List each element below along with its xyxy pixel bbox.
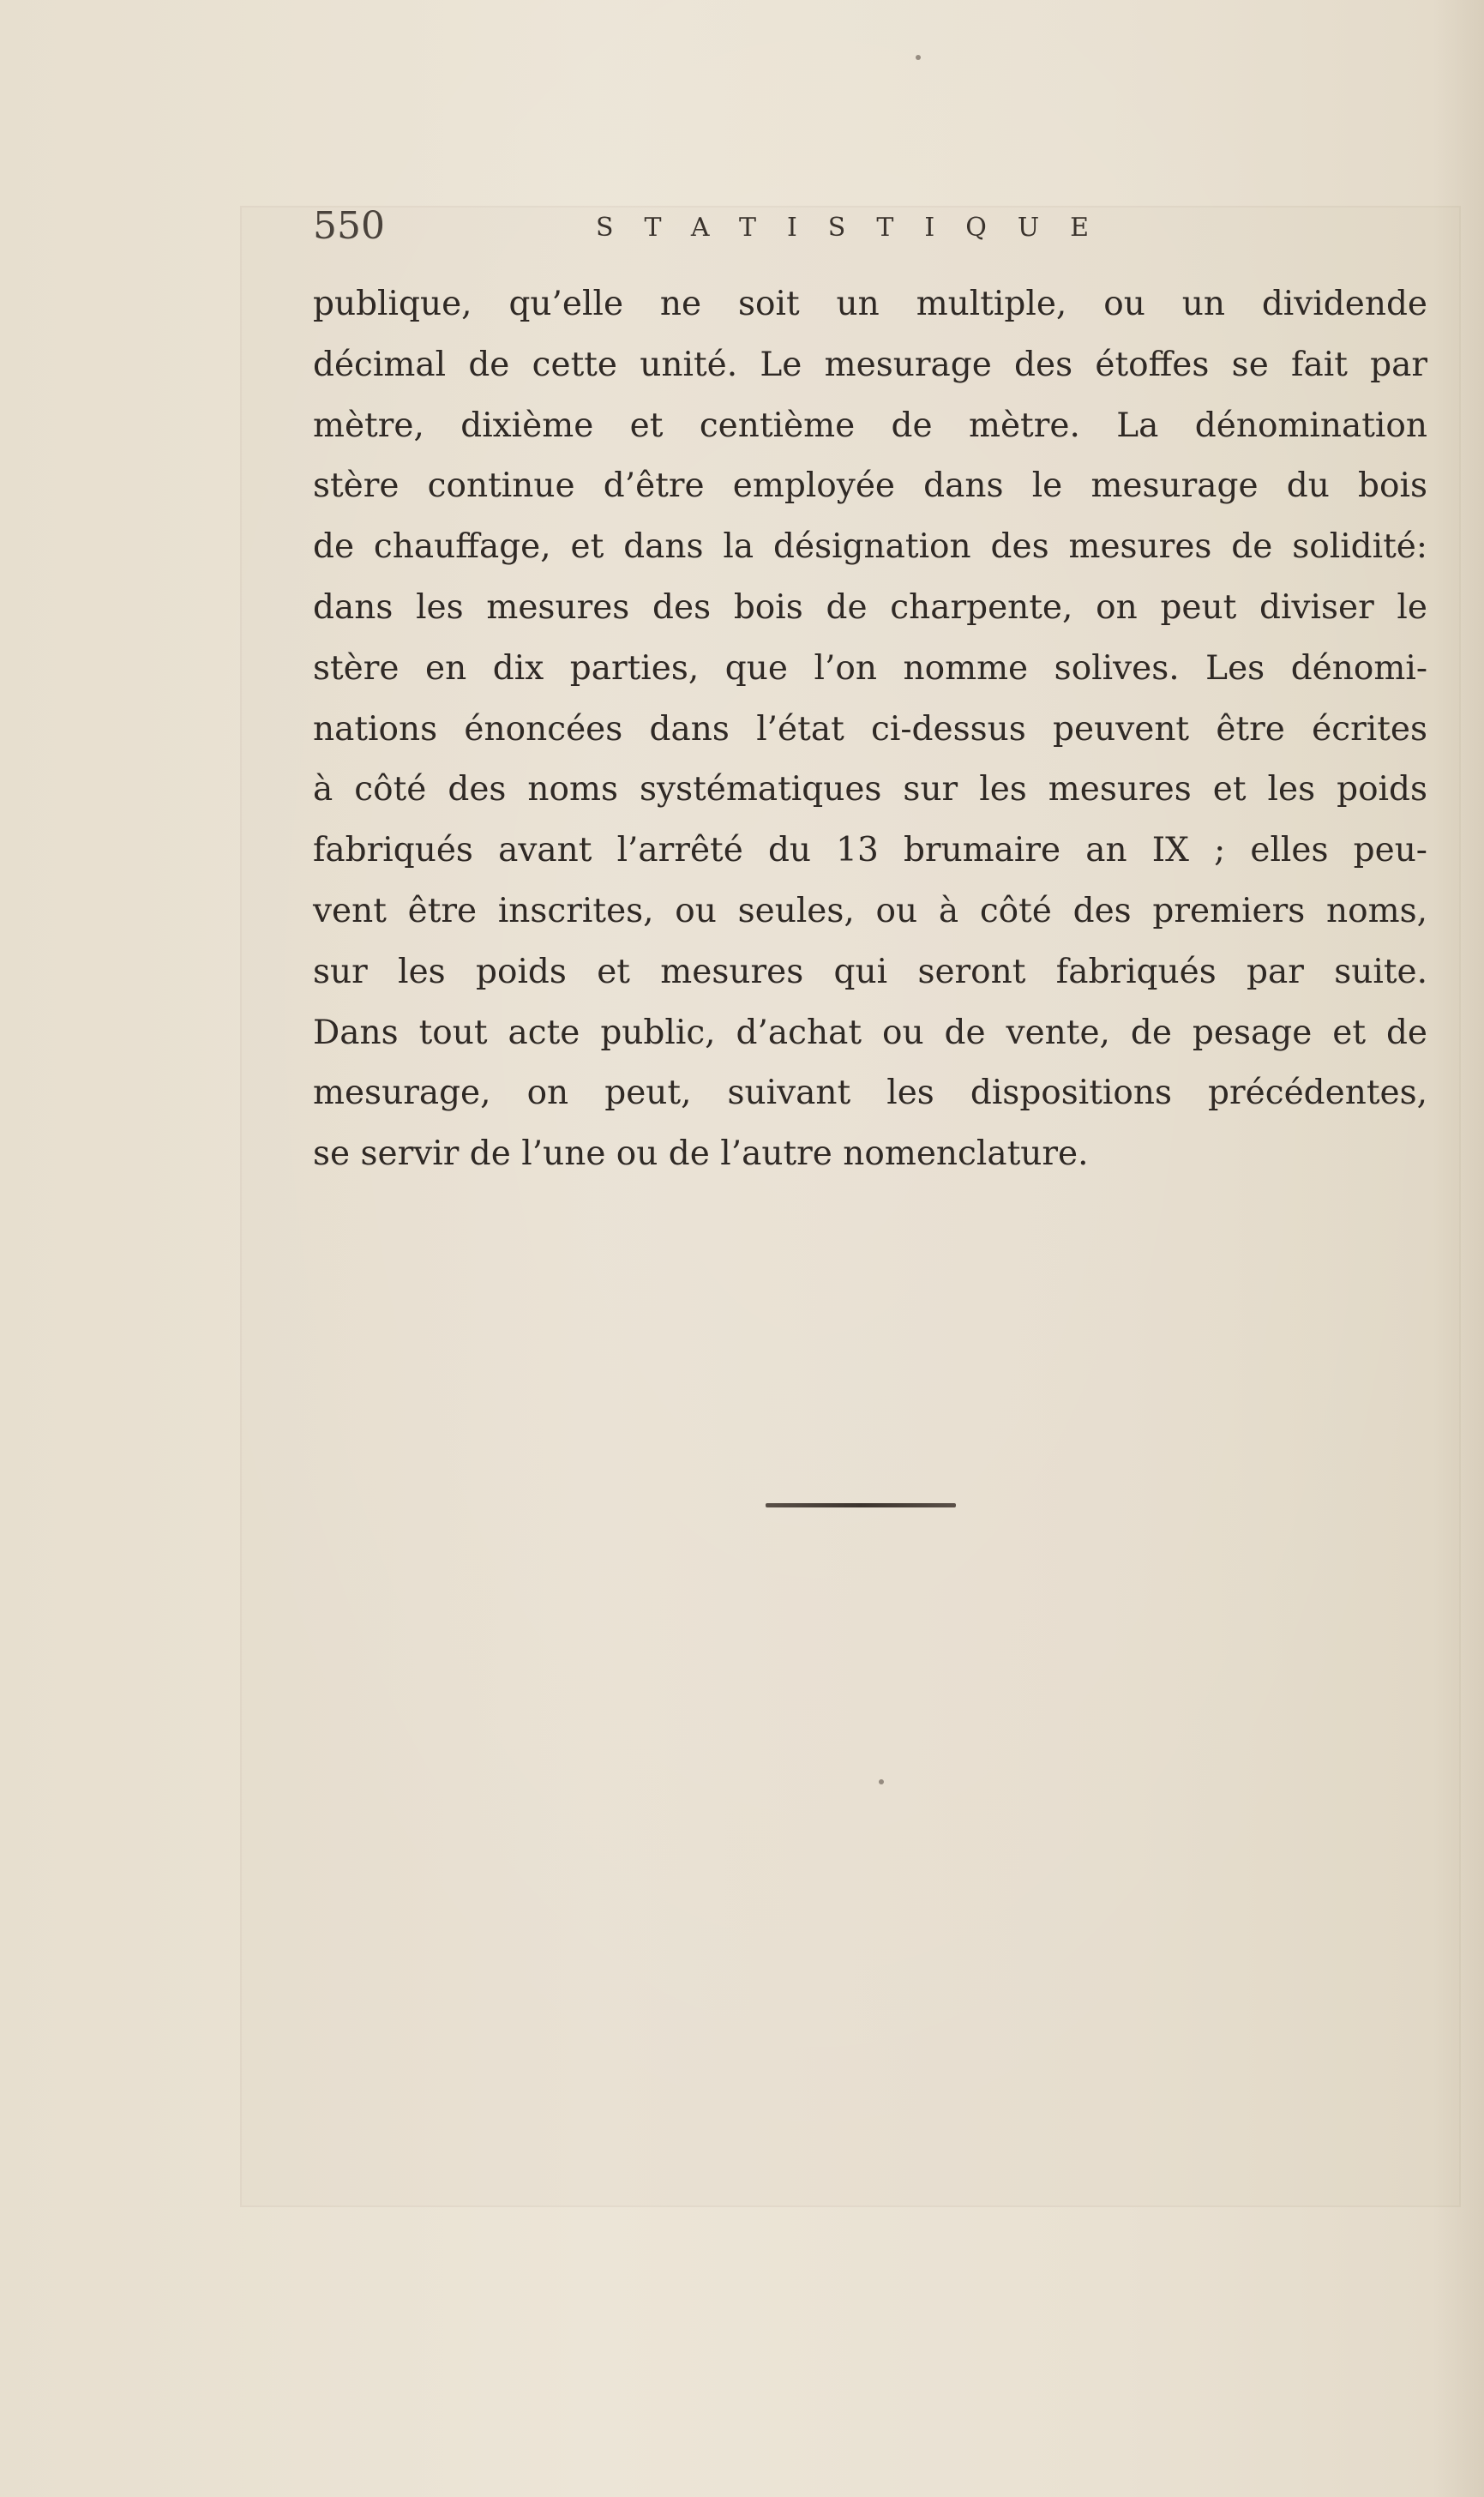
text-line: nations énoncées dans l’état ci-dessus peuvent être écrites xyxy=(313,709,1427,749)
text-line: de chauffage, et dans la désignation des mesures de solidité: xyxy=(313,527,1427,567)
text-line: à côté des noms systématiques sur les mesures et les poids xyxy=(313,770,1427,809)
text-line: Dans tout acte public, d’achat ou de vente, de pesage et de xyxy=(313,1013,1427,1052)
page-edge-shadow xyxy=(1433,0,1484,2497)
page-number: 550 xyxy=(313,204,385,248)
paper-speck xyxy=(916,55,921,60)
text-line: sur les poids et mesures qui seront fabriqués par suite. xyxy=(313,952,1427,991)
text-line: stère continue d’être employée dans le mesurage du bois xyxy=(313,466,1427,506)
text-line: mesurage, on peut, suivant les dispositions précédentes, xyxy=(313,1074,1427,1113)
section-end-rule xyxy=(766,1503,956,1507)
text-line: se servir de l’une ou de l’autre nomenclature. xyxy=(313,1134,1089,1174)
text-line: dans les mesures des bois de charpente, on peut diviser le xyxy=(313,587,1427,627)
page-header xyxy=(313,202,1170,262)
paper-speck xyxy=(879,1779,884,1784)
text-line: stère en dix parties, que l’on nomme solives. Les dénomi- xyxy=(313,648,1427,688)
body-text xyxy=(313,274,1427,1185)
text-line: décimal de cette unité. Le mesurage des étoffes se fait par xyxy=(313,345,1427,384)
text-line: publique, qu’elle ne soit un multiple, ou un dividende xyxy=(313,285,1427,323)
text-line: fabriqués avant l’arrêté du 13 brumaire an IX ; elles peu- xyxy=(313,831,1427,870)
text-line: mètre, dixième et centième de mètre. La dénomination xyxy=(313,406,1427,445)
running-title: STATISTIQUE xyxy=(596,213,1120,243)
text-line: vent être inscrites, ou seules, ou à côté des premiers noms, xyxy=(313,891,1427,930)
